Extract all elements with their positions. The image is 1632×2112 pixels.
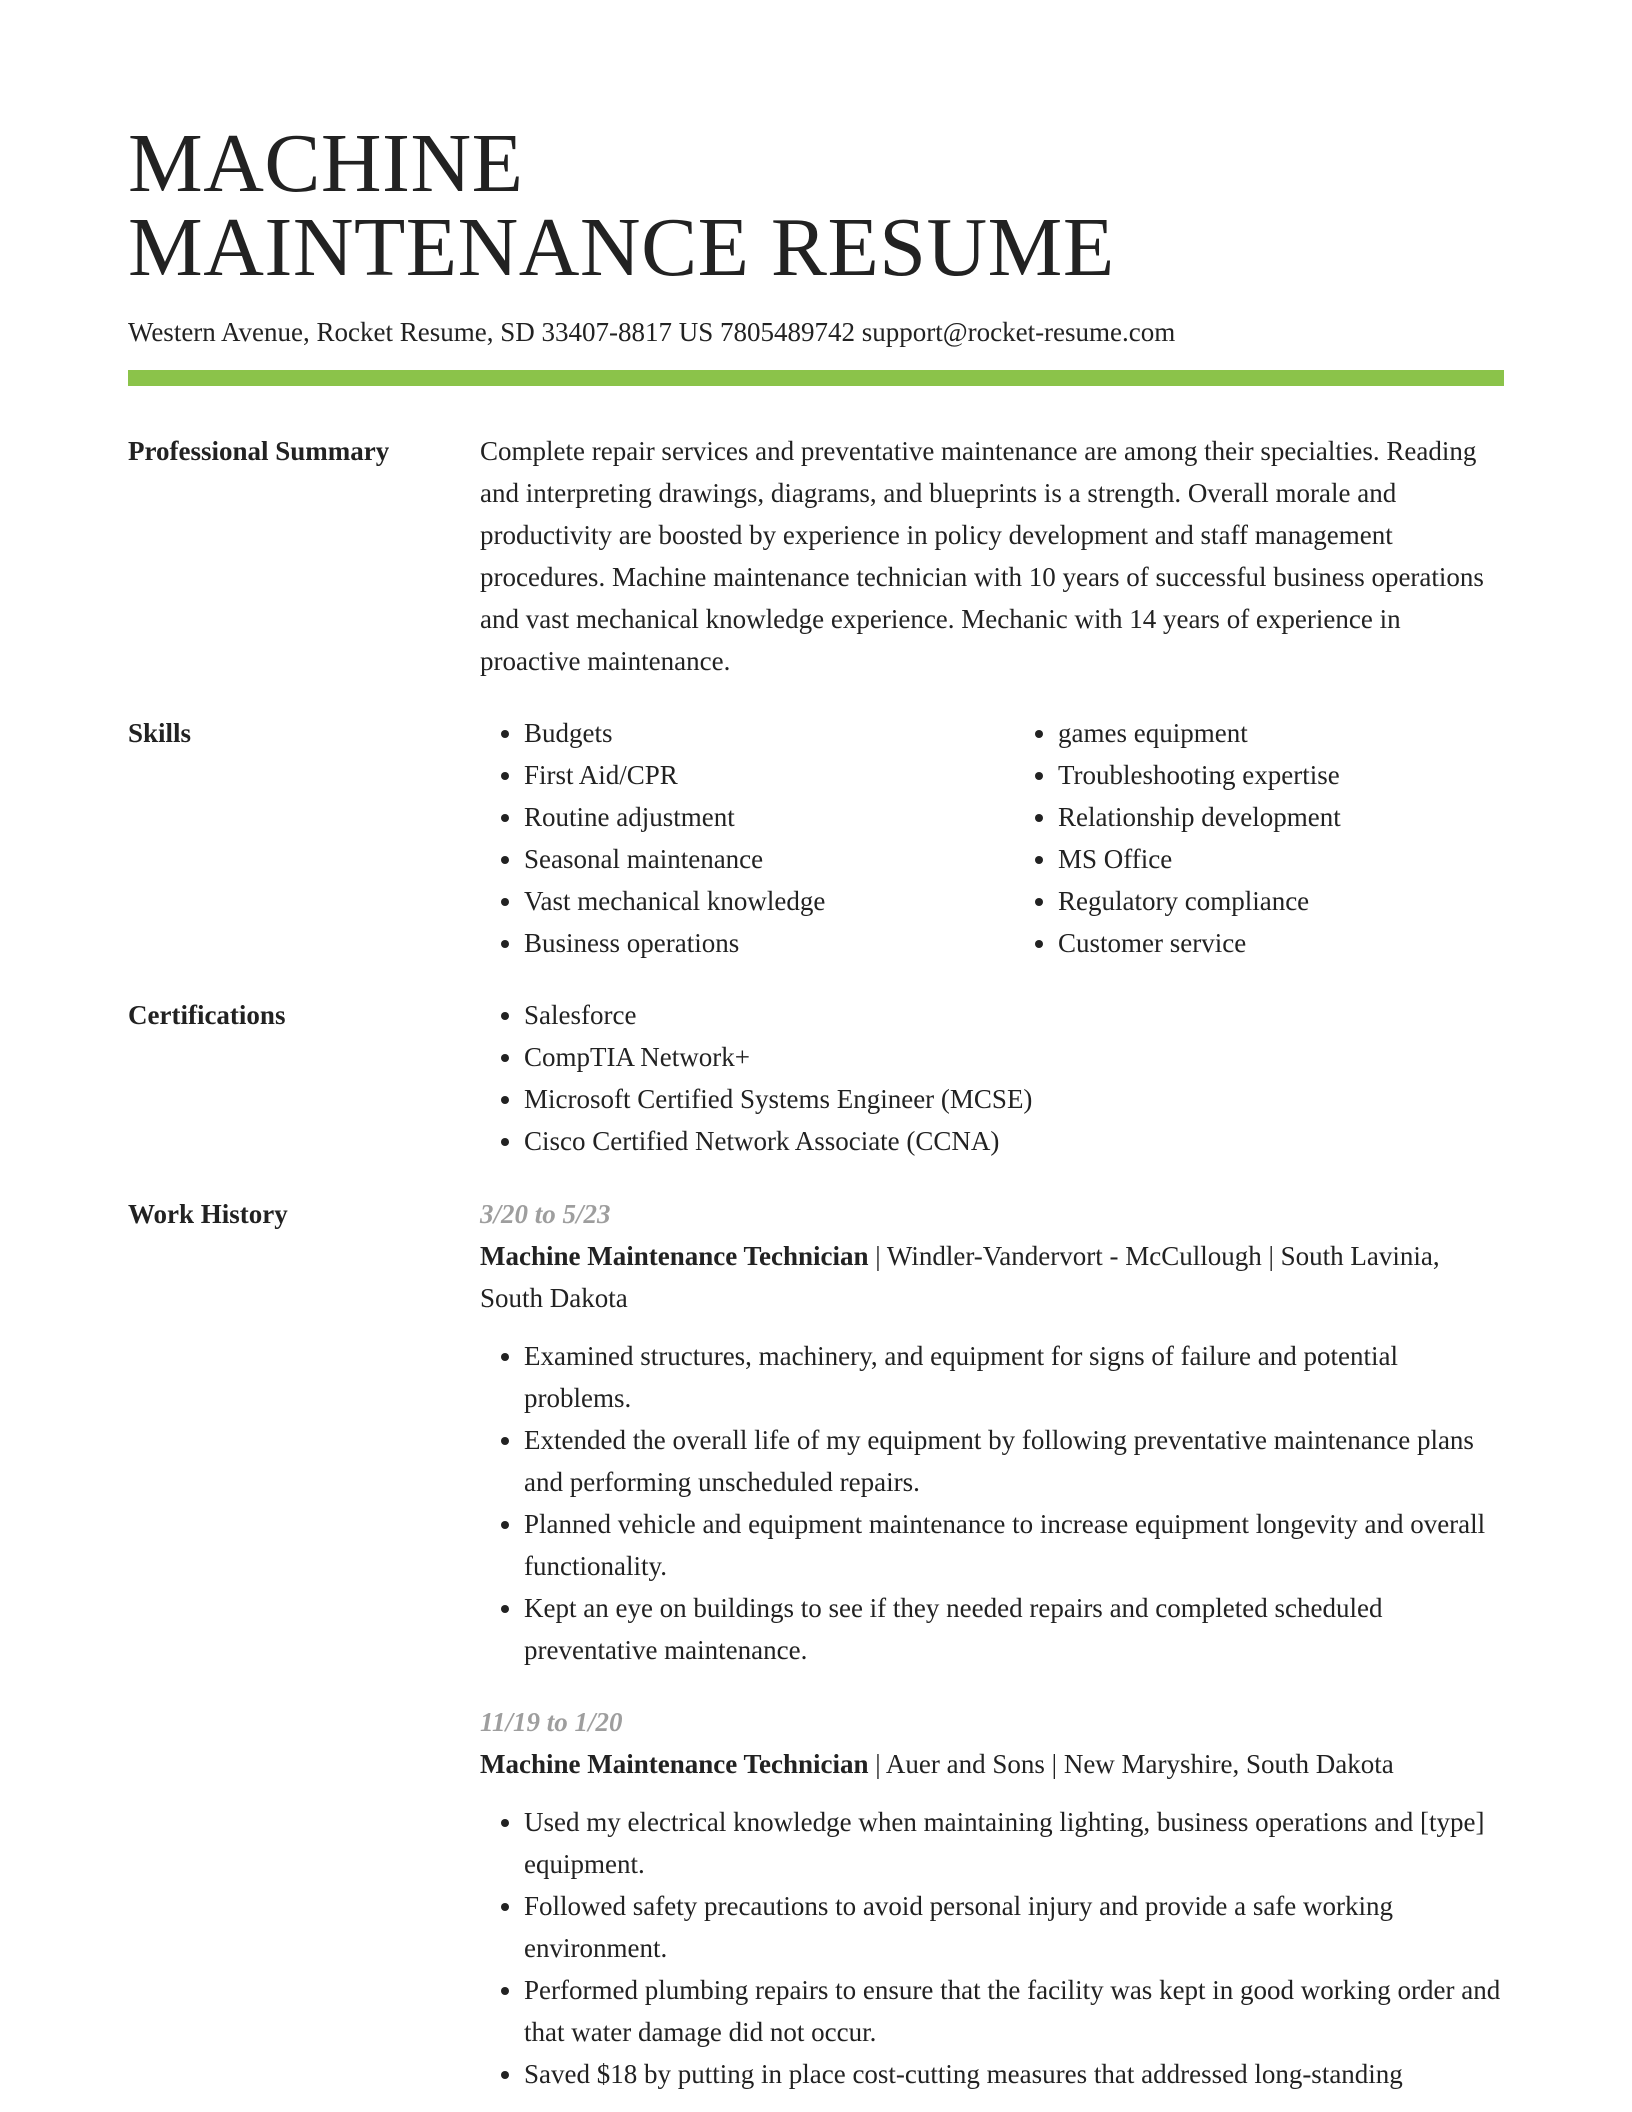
title-line-1: MACHINE bbox=[128, 117, 524, 210]
skill-item: • Business operations bbox=[524, 922, 970, 964]
work-history-heading: Work History bbox=[128, 1199, 288, 1229]
job-entry-2 bbox=[480, 1701, 1504, 2095]
job-bullet: • Planned vehicle and equipment maintenance to increase equipment longevity and overall functionality. bbox=[524, 1503, 1504, 1587]
job-details: | Windler-Vandervort - McCullough | South Lavinia, South Dakota bbox=[480, 1241, 1440, 1313]
certification-item: • Salesforce bbox=[524, 994, 1504, 1036]
skills-list-left bbox=[480, 712, 970, 964]
job-bullet: • Kept an eye on buildings to see if they needed repairs and completed scheduled preventative maintenance. bbox=[524, 1587, 1504, 1671]
skill-item: • games equipment bbox=[1058, 712, 1504, 754]
job-bullet: • Saved $18 by putting in place cost-cutting measures that addressed long-standing bbox=[524, 2053, 1504, 2095]
contact-info: Western Avenue, Rocket Resume, SD 33407-8817 US 7805489742 support@rocket-resume.com bbox=[128, 317, 1176, 347]
job-bullet: • Examined structures, machinery, and equipment for signs of failure and potential problems. bbox=[524, 1335, 1504, 1419]
certifications-section bbox=[480, 994, 1504, 1162]
job-bullet: • Followed safety precautions to avoid personal injury and provide a safe working environment. bbox=[524, 1885, 1504, 1969]
certification-item: • CompTIA Network+ bbox=[524, 1036, 1504, 1078]
job-role: Machine Maintenance Technician bbox=[480, 1749, 869, 1779]
skills-heading: Skills bbox=[128, 718, 192, 748]
job-bullets bbox=[480, 1801, 1504, 2095]
skill-item: • Budgets bbox=[524, 712, 970, 754]
skill-item: • Relationship development bbox=[1058, 796, 1504, 838]
title-line-2: MAINTENANCE RESUME bbox=[128, 201, 1115, 294]
resume-title bbox=[128, 117, 1115, 294]
job-bullet: • Used my electrical knowledge when maintaining lighting, business operations and [type] equipment. bbox=[524, 1801, 1504, 1885]
skill-item: • Routine adjustment bbox=[524, 796, 970, 838]
skill-item: • First Aid/CPR bbox=[524, 754, 970, 796]
job-title-line bbox=[480, 1743, 1504, 1785]
skills-list-right bbox=[1014, 712, 1504, 964]
summary-text: Complete repair services and preventative maintenance are among their specialties. Reading and interpreting drawings, diagrams, and blueprints is a strength. Overall morale and productivity are boosted by experience in policy development and staff management procedures. Machine maintenance technician with 10 years of successful business operations and vast mechanical knowledge experience. Mechanic with 14 years of experience in proactive maintenance. bbox=[480, 436, 1484, 676]
certifications-heading: Certifications bbox=[128, 1000, 286, 1030]
job-details: | Auer and Sons | New Maryshire, South Dakota bbox=[868, 1749, 1394, 1779]
job-bullet: • Performed plumbing repairs to ensure that the facility was kept in good working order and that water damage did not occur. bbox=[524, 1969, 1504, 2053]
certification-item: • Microsoft Certified Systems Engineer (MCSE) bbox=[524, 1078, 1504, 1120]
skill-item: • Vast mechanical knowledge bbox=[524, 880, 970, 922]
skills-section bbox=[480, 712, 1504, 964]
skill-item: • Seasonal maintenance bbox=[524, 838, 970, 880]
summary-section bbox=[480, 430, 1504, 682]
job-dates: 11/19 to 1/20 bbox=[480, 1707, 623, 1737]
skill-item: • Troubleshooting expertise bbox=[1058, 754, 1504, 796]
job-entry-1 bbox=[480, 1193, 1504, 1671]
skill-item: • Regulatory compliance bbox=[1058, 880, 1504, 922]
accent-divider bbox=[128, 370, 1504, 386]
job-title-line bbox=[480, 1235, 1504, 1319]
job-dates: 3/20 to 5/23 bbox=[480, 1199, 611, 1229]
certifications-list bbox=[480, 994, 1504, 1162]
skill-item: • MS Office bbox=[1058, 838, 1504, 880]
job-bullets bbox=[480, 1335, 1504, 1671]
certification-item: • Cisco Certified Network Associate (CCNA) bbox=[524, 1120, 1504, 1162]
summary-heading: Professional Summary bbox=[128, 436, 390, 466]
job-role: Machine Maintenance Technician bbox=[480, 1241, 869, 1271]
skill-item: • Customer service bbox=[1058, 922, 1504, 964]
job-bullet: • Extended the overall life of my equipment by following preventative maintenance plans and performing unscheduled repairs. bbox=[524, 1419, 1504, 1503]
